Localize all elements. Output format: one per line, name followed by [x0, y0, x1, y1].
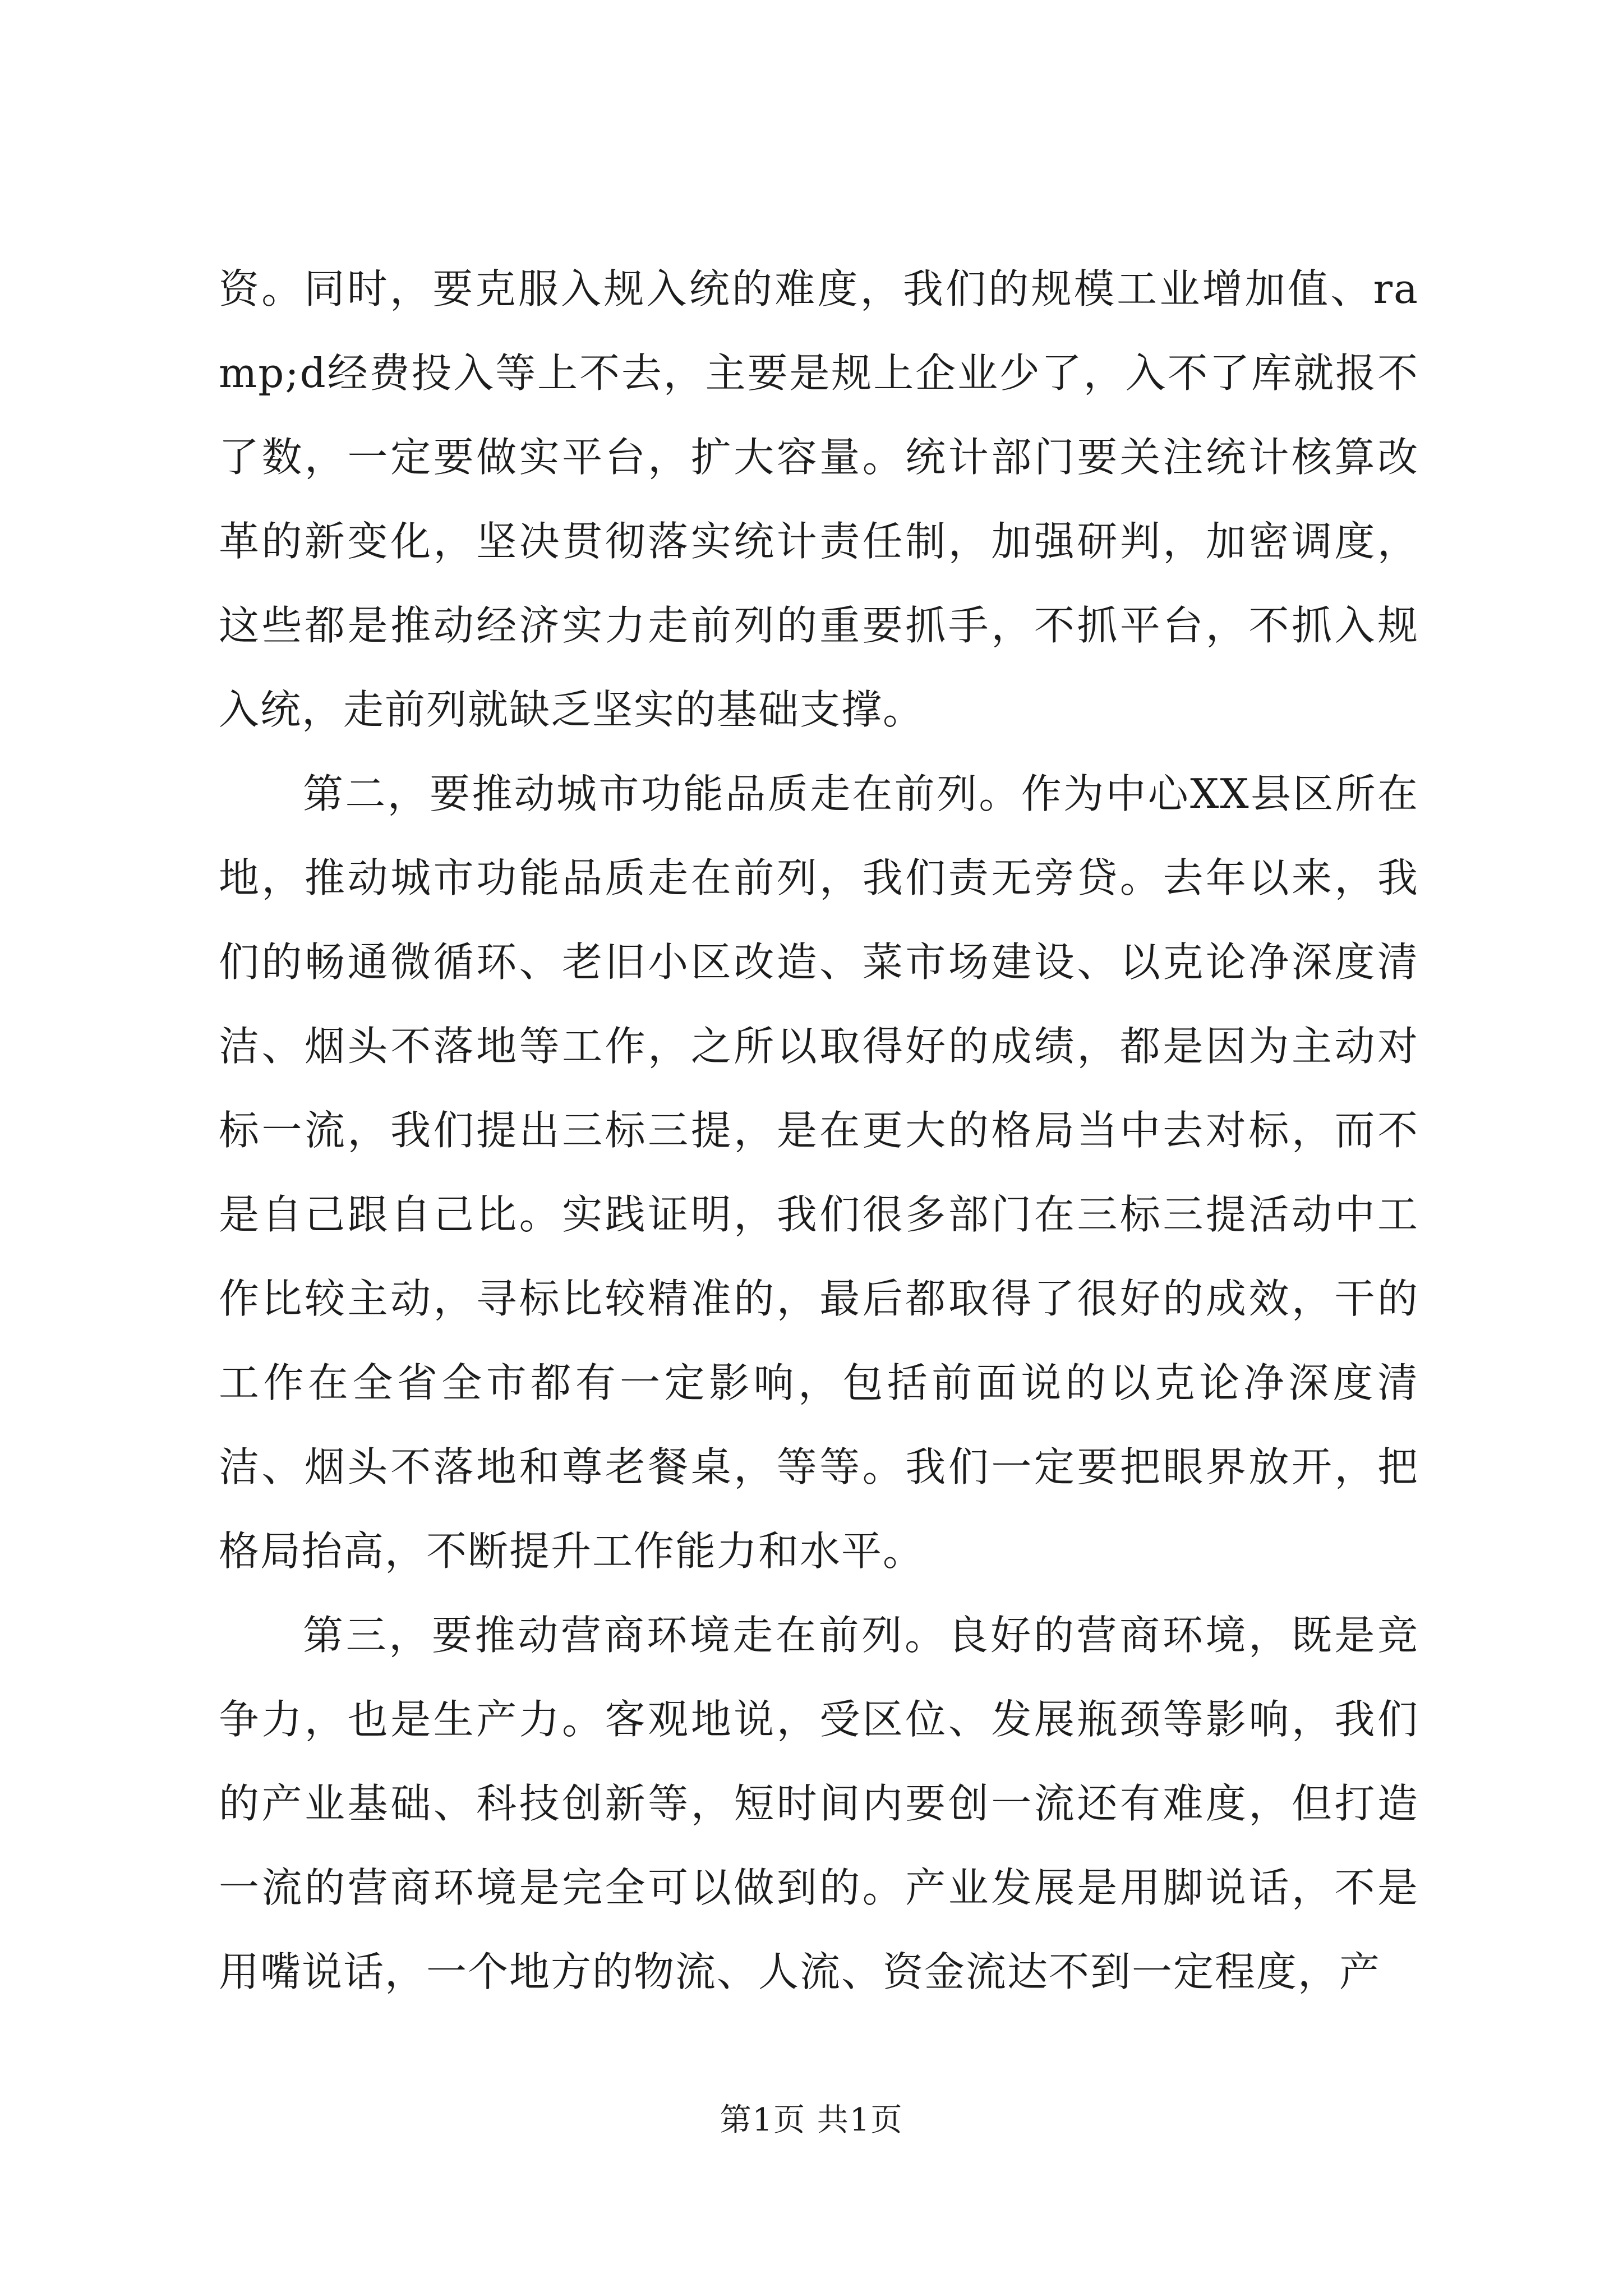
page-footer: 第1页 共1页 [720, 2102, 903, 2138]
document-body [219, 247, 1419, 2014]
paragraph-third-point: 第三，要推动营商环境走在前列。良好的营商环境，既是竞争力，也是生产力。客观地说，受区位、发展瓶颈等影响，我们的产业基础、科技创新等，短时间内要创一流还有难度，但打造一流的营商环境是完全可以做到的。产业发展是用脚说话，不是用嘴说话，一个地方的物流、人流、资金流达不到一定程度，产 [219, 1612, 1419, 1995]
paragraph-second-point: 第二，要推动城市功能品质走在前列。作为中心XX县区所在地，推动城市功能品质走在前列，我们责无旁贷。去年以来，我们的畅通微循环、老旧小区改造、菜市场建设、以克论净深度清洁、烟头不落地等工作，之所以取得好的成绩，都是因为主动对标一流，我们提出三标三提，是在更大的格局当中去对标，而不是自己跟自己比。实践证明，我们很多部门在三标三提活动中工作比较主动，寻标比较精准的，最后都取得了很好的成效，干的工作在全省全市都有一定影响，包括前面说的以克论净深度清洁、烟头不落地和尊老餐桌，等等。我们一定要把眼界放开，把格局抬高，不断提升工作能力和水平。 [219, 770, 1419, 1575]
paragraph-continuation: 资。同时，要克服入规入统的难度，我们的规模工业增加值、ramp;d经费投入等上不去，主要是规上企业少了，入不了库就报不了数，一定要做实平台，扩大容量。统计部门要关注统计核算改革的新变化，坚决贯彻落实统计责任制，加强研判，加密调度，这些都是推动经济实力走前列的重要抓手，不抓平台，不抓入规入统，走前列就缺乏坚实的基础支撑。 [219, 265, 1419, 733]
